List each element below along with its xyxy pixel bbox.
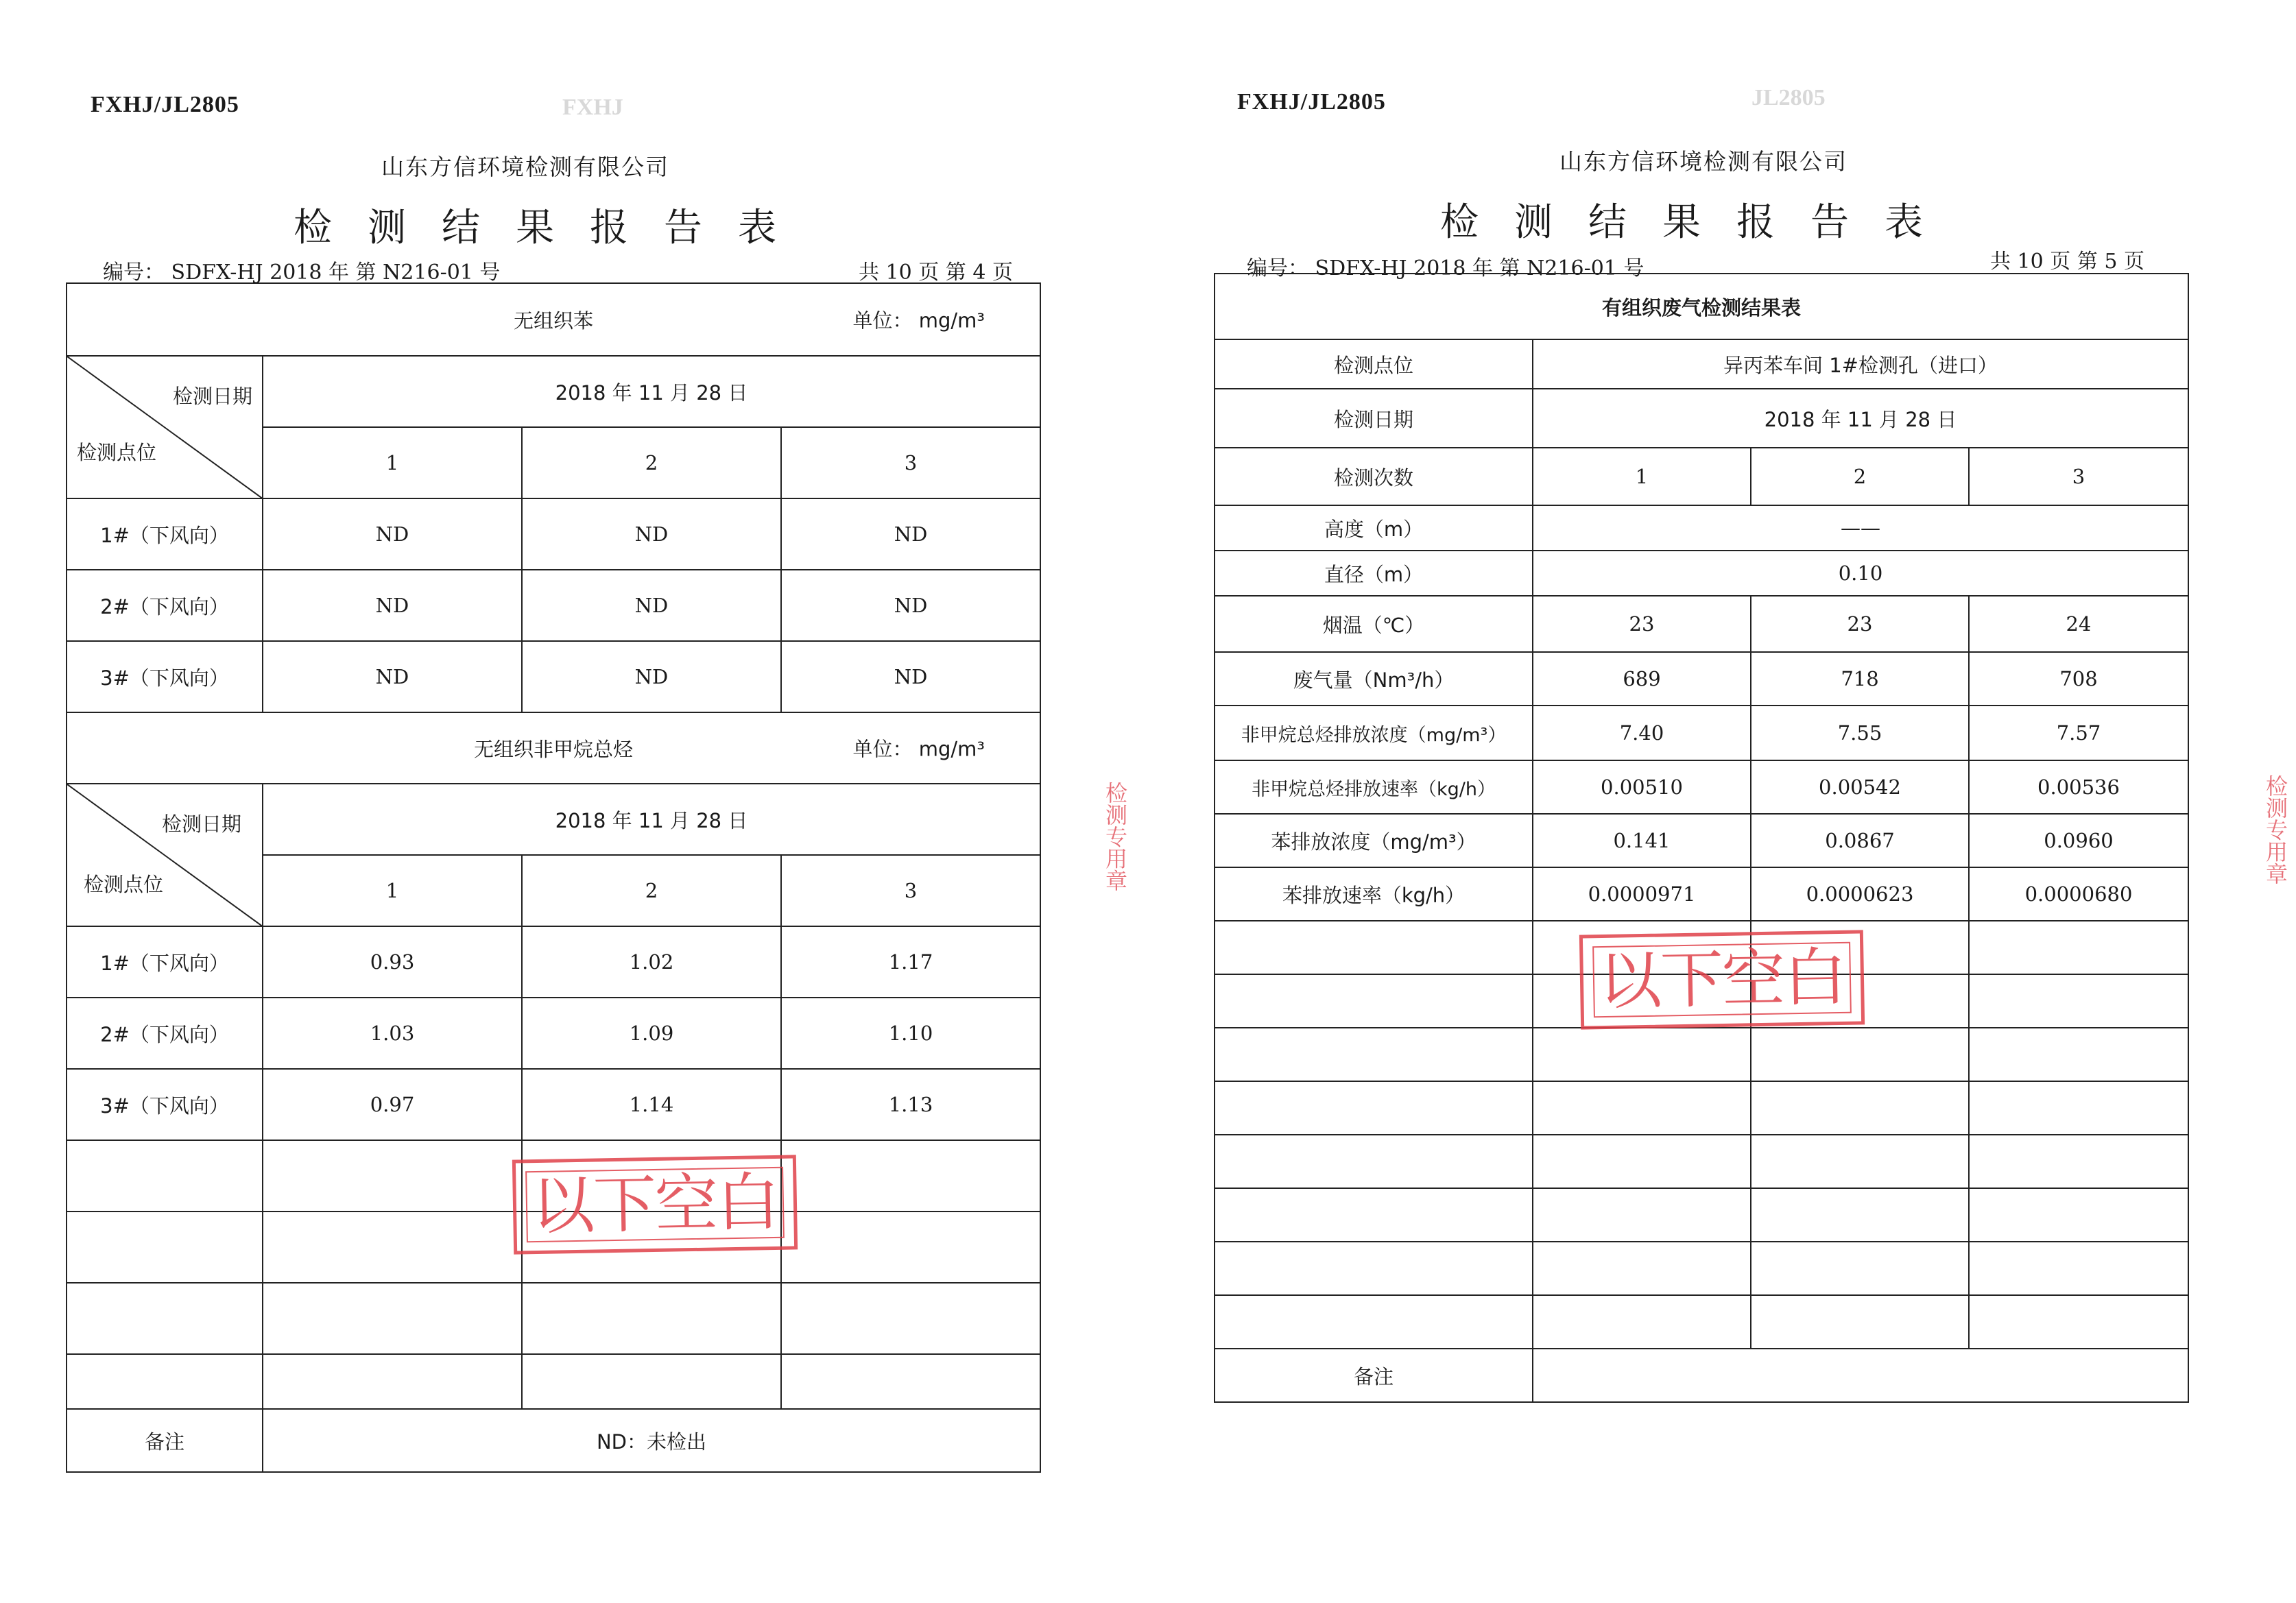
- value-cell: 1.09: [522, 998, 781, 1069]
- faded-header-mark: FXHJ: [562, 95, 623, 120]
- value-cell: 7.55: [1751, 706, 1969, 760]
- value-cell: 0.0000680: [1969, 867, 2188, 921]
- value-cell: 708: [1969, 652, 2188, 706]
- unit-label: 单位： mg/m³: [852, 309, 985, 333]
- left-results-table: [66, 282, 1041, 1473]
- row-label: 废气量（Nm³/h）: [1215, 652, 1533, 706]
- point-value: 异丙苯车间 1#检测孔（进口）: [1533, 339, 2188, 389]
- value-cell: ND: [263, 641, 522, 712]
- col-header: 1: [1533, 448, 1751, 505]
- page-count: 共 10 页 第 4 页: [859, 261, 1013, 285]
- blank-row: [1215, 1135, 2188, 1188]
- value-cell: 7.57: [1969, 706, 2188, 760]
- blank-row: [67, 1354, 1040, 1409]
- value-cell: 1.13: [781, 1069, 1040, 1140]
- point-label: 检测点位: [77, 441, 157, 464]
- report-serial: 编号： SDFX-HJ 2018 年 第 N216-01 号: [1247, 256, 1645, 280]
- point-label: 检测点位: [1215, 339, 1533, 389]
- row-label: 非甲烷总烃排放速率（kg/h）: [1215, 760, 1533, 814]
- value-cell: ND: [522, 498, 781, 570]
- blank-row: [1215, 1081, 2188, 1135]
- col-header: 3: [781, 427, 1040, 498]
- value-cell: ND: [263, 570, 522, 641]
- value-cell: 0.00536: [1969, 760, 2188, 814]
- page-count: 共 10 页 第 5 页: [1990, 250, 2144, 274]
- point-cell: 2#（下风向）: [67, 998, 263, 1069]
- height-value: ——: [1533, 505, 2188, 551]
- diameter-label: 直径（m）: [1215, 551, 1533, 596]
- blank-below-stamp: 以下空白: [1579, 930, 1865, 1029]
- value-cell: ND: [781, 570, 1040, 641]
- value-cell: ND: [263, 498, 522, 570]
- company-name: 山东方信环境检测有限公司: [381, 154, 669, 180]
- remark-text: ND：未检出: [263, 1409, 1040, 1472]
- blank-below-stamp: 以下空白: [512, 1155, 798, 1254]
- value-cell: 689: [1533, 652, 1751, 706]
- blank-row: [1215, 1295, 2188, 1349]
- date-label: 检测日期: [161, 812, 241, 836]
- row-label: 苯排放速率（kg/h）: [1215, 867, 1533, 921]
- date-label: 检测日期: [172, 385, 252, 408]
- blank-row: [1215, 1242, 2188, 1295]
- report-title: 检测结果报告表: [294, 206, 812, 250]
- row-label: 非甲烷总烃排放浓度（mg/m³）: [1215, 706, 1533, 760]
- company-name: 山东方信环境检测有限公司: [1559, 148, 1847, 175]
- value-cell: ND: [522, 641, 781, 712]
- value-cell: 0.0867: [1751, 814, 1969, 867]
- diagonal-header-cell: [67, 784, 263, 926]
- value-cell: ND: [522, 570, 781, 641]
- col-header: 2: [1751, 448, 1969, 505]
- value-cell: 0.0960: [1969, 814, 2188, 867]
- remark-text: [1533, 1349, 2188, 1402]
- section-name: 无组织苯: [514, 309, 594, 333]
- point-cell: 1#（下风向）: [67, 926, 263, 998]
- value-cell: 0.0000623: [1751, 867, 1969, 921]
- row-label: 苯排放浓度（mg/m³）: [1215, 814, 1533, 867]
- value-cell: 1.17: [781, 926, 1040, 998]
- col-header: 1: [263, 427, 522, 498]
- seam-stamp-fragment: 检测专用章: [2262, 775, 2288, 884]
- value-cell: 0.93: [263, 926, 522, 998]
- date-value: 2018 年 11 月 28 日: [1533, 389, 2188, 448]
- value-cell: ND: [781, 498, 1040, 570]
- test-date: 2018 年 11 月 28 日: [263, 784, 1040, 855]
- value-cell: ND: [781, 641, 1040, 712]
- diagonal-header-cell: [67, 356, 263, 498]
- remark-label: 备注: [1215, 1349, 1533, 1402]
- value-cell: 23: [1751, 596, 1969, 652]
- blank-row: [1215, 1028, 2188, 1081]
- point-cell: 3#（下风向）: [67, 1069, 263, 1140]
- value-cell: 1.02: [522, 926, 781, 998]
- value-cell: 0.0000971: [1533, 867, 1751, 921]
- value-cell: 7.40: [1533, 706, 1751, 760]
- unit-label: 单位： mg/m³: [852, 737, 985, 761]
- diameter-value: 0.10: [1533, 551, 2188, 596]
- form-code: FXHJ/JL2805: [1237, 89, 1386, 114]
- point-cell: 2#（下风向）: [67, 570, 263, 641]
- date-label: 检测日期: [1215, 389, 1533, 448]
- section-nmhc-header: [67, 712, 1040, 784]
- point-label: 检测点位: [84, 873, 164, 896]
- blank-row: [1215, 1188, 2188, 1242]
- seam-stamp-fragment: 检测专用章: [1102, 782, 1128, 891]
- col-header: 3: [781, 855, 1040, 926]
- table-title: 有组织废气检测结果表: [1215, 274, 2188, 339]
- point-cell: 3#（下风向）: [67, 641, 263, 712]
- col-header: 1: [263, 855, 522, 926]
- section-name: 无组织非甲烷总烃: [474, 737, 634, 761]
- value-cell: 1.14: [522, 1069, 781, 1140]
- report-serial: 编号： SDFX-HJ 2018 年 第 N216-01 号: [103, 261, 501, 285]
- count-label: 检测次数: [1215, 448, 1533, 505]
- col-header: 2: [522, 855, 781, 926]
- report-page-5: [1148, 0, 2296, 1603]
- row-label: 烟温（℃）: [1215, 596, 1533, 652]
- col-header: 2: [522, 427, 781, 498]
- point-cell: 1#（下风向）: [67, 498, 263, 570]
- value-cell: 1.10: [781, 998, 1040, 1069]
- value-cell: 0.00542: [1751, 760, 1969, 814]
- value-cell: 0.97: [263, 1069, 522, 1140]
- col-header: 3: [1969, 448, 2188, 505]
- height-label: 高度（m）: [1215, 505, 1533, 551]
- diagonal-line: [67, 357, 263, 498]
- value-cell: 1.03: [263, 998, 522, 1069]
- value-cell: 24: [1969, 596, 2188, 652]
- right-results-table: [1214, 273, 2189, 1403]
- value-cell: 0.141: [1533, 814, 1751, 867]
- section-benzene-header: [67, 283, 1040, 356]
- report-title: 检测结果报告表: [1440, 200, 1959, 245]
- faded-header-mark: JL2805: [1751, 85, 1826, 110]
- form-code: FXHJ/JL2805: [91, 92, 239, 117]
- value-cell: 718: [1751, 652, 1969, 706]
- value-cell: 0.00510: [1533, 760, 1751, 814]
- value-cell: 23: [1533, 596, 1751, 652]
- diagonal-line: [67, 784, 263, 926]
- test-date: 2018 年 11 月 28 日: [263, 356, 1040, 427]
- remark-label: 备注: [67, 1409, 263, 1472]
- blank-row: [67, 1283, 1040, 1354]
